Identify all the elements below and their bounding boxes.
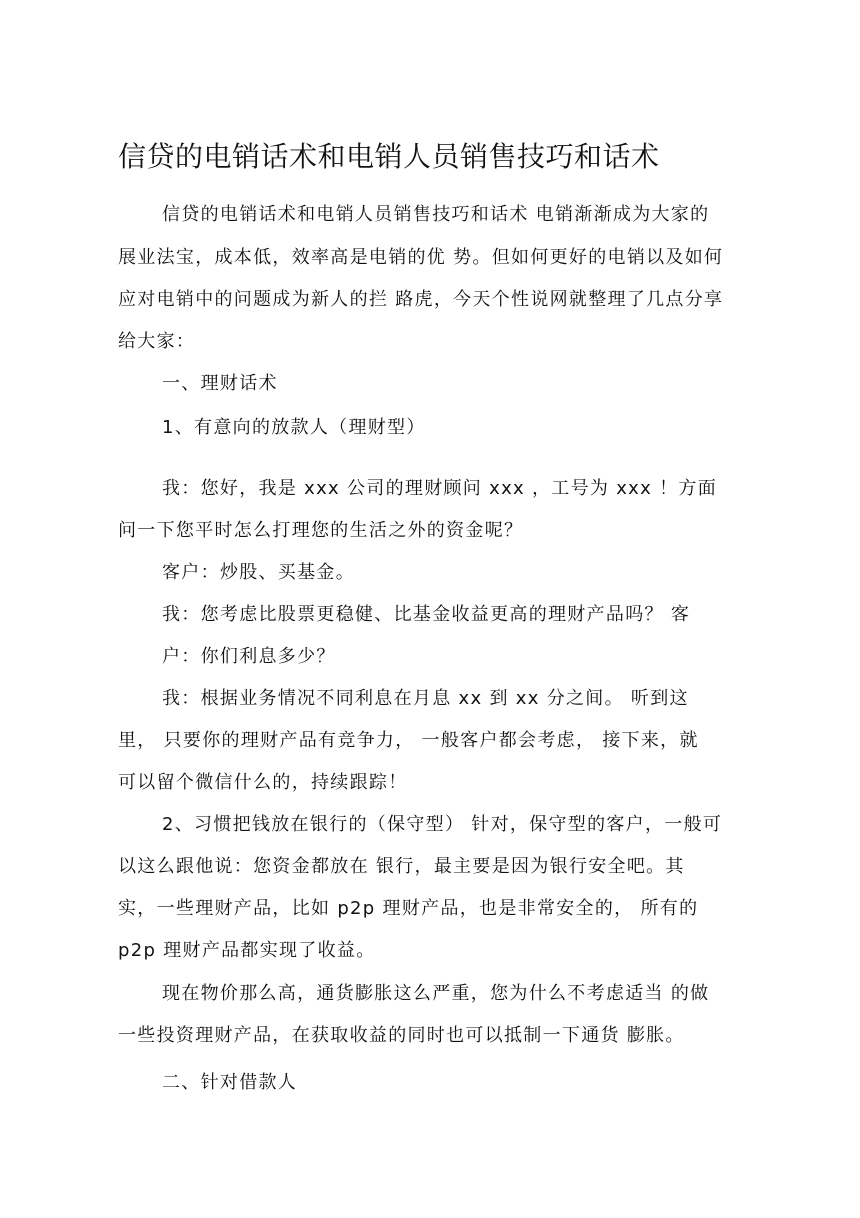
- paragraph-line: 客户：炒股、买基金。: [162, 562, 355, 583]
- paragraph-line: 展业法宝，成本低，效率高是电销的优 势。但如何更好的电销以及如何: [118, 247, 724, 268]
- paragraph-line: 以这么跟他说：您资金都放在 银行，最主要是因为银行安全吧。其: [118, 856, 685, 877]
- subsection-heading: 1、有意向的放款人（理财型）: [162, 417, 426, 438]
- paragraph-line: 我：您考虑比股票更稳健、比基金收益更高的理财产品吗？ 客: [162, 604, 691, 625]
- paragraph-line: 可以留个微信什么的，持续跟踪！: [118, 772, 408, 793]
- paragraph-line: 2、习惯把钱放在银行的（保守型） 针对，保守型的客户，一般可: [162, 814, 723, 835]
- paragraph-line: 给大家：: [118, 331, 196, 352]
- paragraph-line: 我：根据业务情况不同利息在月息 xx 到 xx 分之间。 听到这: [162, 688, 689, 709]
- paragraph-line: 应对电销中的问题成为新人的拦 路虎，今天个性说网就整理了几点分享: [118, 289, 724, 310]
- paragraph-line: 现在物价那么高，通货膨胀这么严重，您为什么不考虑适当 的做: [162, 983, 710, 1004]
- paragraph-line: 一些投资理财产品，在获取收益的同时也可以抵制一下通货 膨胀。: [118, 1025, 685, 1046]
- paragraph-line: p2p 理财产品都实现了收益。: [118, 940, 376, 961]
- paragraph-line: 户：你们利息多少？: [162, 646, 336, 667]
- paragraph-line: 实，一些理财产品，比如 p2p 理财产品，也是非常安全的， 所有的: [118, 898, 699, 919]
- paragraph-line: 信贷的电销话术和电销人员销售技巧和话术 电销渐渐成为大家的: [162, 204, 710, 225]
- paragraph-line: 问一下您平时怎么打理您的生活之外的资金呢？: [118, 520, 524, 541]
- section-heading: 二、针对借款人: [162, 1072, 298, 1093]
- paragraph-line: 里， 只要你的理财产品有竞争力， 一般客户都会考虑， 接下来，就: [118, 730, 699, 751]
- document-title: 信贷的电销话术和电销人员销售技巧和话术: [118, 140, 660, 173]
- paragraph-line: 我：您好，我是 xxx 公司的理财顾问 xxx ，工号为 xxx ！方面: [162, 478, 717, 499]
- section-heading: 一、理财话术: [162, 373, 278, 394]
